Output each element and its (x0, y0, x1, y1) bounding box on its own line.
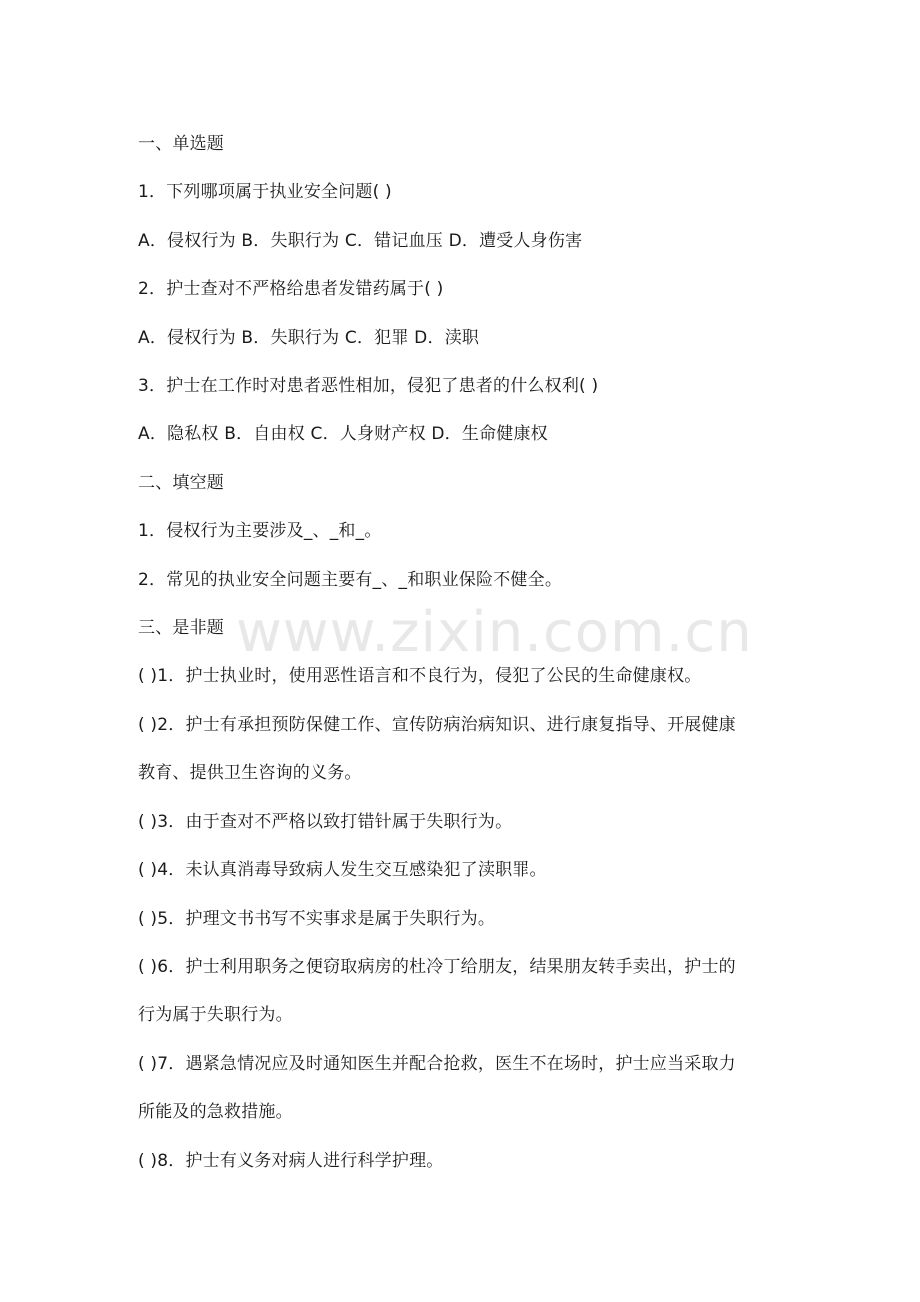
question-3-options: A．隐私权 B．自由权 C．人身财产权 D．生命健康权 (138, 424, 548, 445)
section-heading-fill-blank: 二、填空题 (138, 472, 224, 493)
fill-blank-1: 1．侵权行为主要涉及_、_和_。 (138, 521, 382, 542)
true-false-1: ( )1．护士执业时，使用恶性语言和不良行为，侵犯了公民的生命健康权。 (138, 666, 702, 687)
true-false-4: ( )4．未认真消毒导致病人发生交互感染犯了渎职罪。 (138, 860, 547, 881)
fill-blank-2: 2．常见的执业安全问题主要有_、_和职业保险不健全。 (138, 569, 563, 590)
true-false-3: ( )3．由于查对不严格以致打错针属于失职行为。 (138, 811, 513, 832)
section-heading-single-choice: 一、单选题 (138, 134, 224, 154)
question-1: 1．下列哪项属于执业安全问题( ) (138, 182, 392, 203)
true-false-5: ( )5．护理文书书写不实事求是属于失职行为。 (138, 908, 496, 929)
question-3: 3．护士在工作时对患者恶性相加，侵犯了患者的什么权利( ) (138, 376, 599, 397)
question-1-options: A．侵权行为 B．失职行为 C．错记血压 D．遭受人身伤害 (138, 230, 583, 251)
true-false-2-continued: 教育、提供卫生咨询的义务。 (138, 763, 362, 784)
question-2-options: A．侵权行为 B．失职行为 C．犯罪 D．渎职 (138, 327, 480, 348)
section-heading-true-false: 三、是非题 (138, 618, 224, 639)
true-false-7-continued: 所能及的急救措施。 (138, 1102, 293, 1123)
true-false-7: ( )7．遇紧急情况应及时通知医生并配合抢救，医生不在场时，护士应当采取力 (138, 1053, 736, 1074)
true-false-6: ( )6．护士利用职务之便窃取病房的杜冷丁给朋友，结果朋友转手卖出，护士的 (138, 956, 736, 977)
true-false-2: ( )2．护士有承担预防保健工作、宣传防病治病知识、进行康复指导、开展健康 (138, 714, 736, 735)
true-false-8: ( )8．护士有义务对病人进行科学护理。 (138, 1150, 444, 1171)
document-body (138, 120, 788, 1185)
true-false-6-continued: 行为属于失职行为。 (138, 1005, 293, 1026)
watermark: www.zixin.com.cn (236, 600, 753, 665)
question-2: 2．护士查对不严格给患者发错药属于( ) (138, 279, 444, 300)
